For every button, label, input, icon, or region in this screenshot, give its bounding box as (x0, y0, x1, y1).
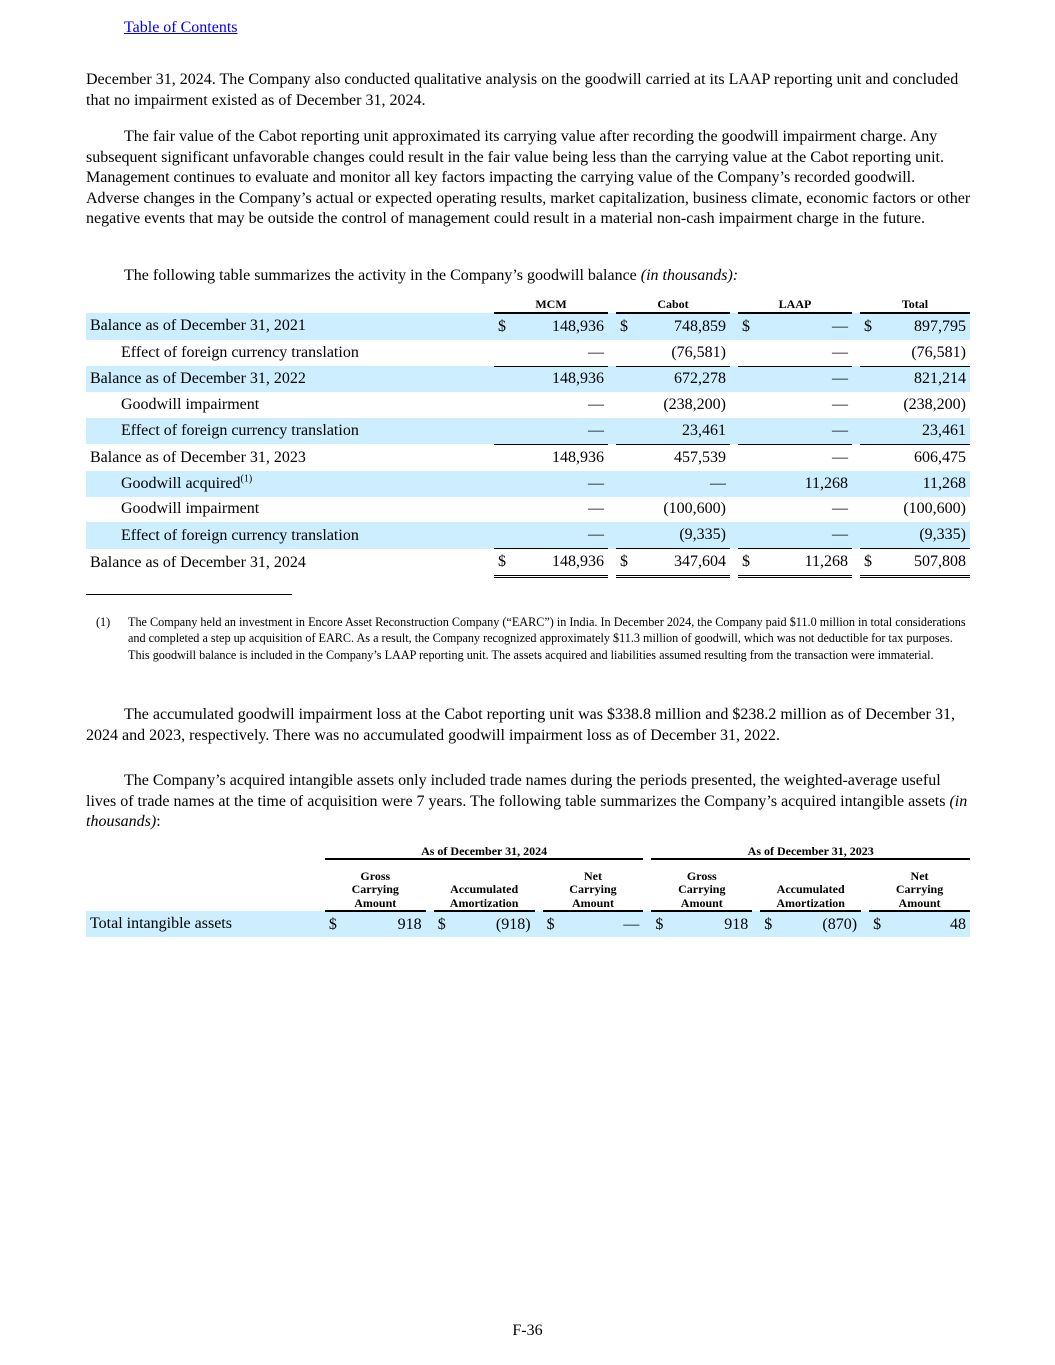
row-label-text: Effect of foreign currency translation (121, 422, 359, 440)
value-cell-total: 897,795 (878, 313, 970, 340)
currency-symbol (738, 392, 756, 418)
value-cell-total: 23,461 (878, 418, 970, 444)
currency-symbol: $ (616, 549, 634, 577)
goodwill-table-header (86, 293, 970, 313)
sub-header-gross-carrying-amount (325, 859, 426, 911)
footnote (96, 614, 971, 663)
sub-header-line: Carrying (569, 882, 617, 896)
column-header-mcm: MCM (494, 293, 608, 313)
value-cell: (870) (778, 911, 861, 937)
value-cell-mcm: 148,936 (552, 448, 604, 466)
table-of-contents-link[interactable]: Table of Contents (124, 19, 238, 36)
row-label (86, 497, 494, 523)
value-cell-laap: — (756, 366, 852, 392)
value-cell-total: (9,335) (878, 522, 970, 548)
row-label: Total intangible assets (86, 911, 325, 937)
value-cell-mcm: — (588, 500, 604, 518)
row-label-text: Effect of foreign currency translation (121, 526, 359, 544)
intro-text: The Company’s acquired intangible assets only included trade names during the periods presented, the weighted-average useful lives of trade names at the time of acquisition were 7 years. The following table summarizes the Company’s acquired intangible assets (86, 772, 950, 810)
value-cell-total: 821,214 (878, 366, 970, 392)
row-label (86, 444, 494, 470)
row-label-text: Balance as of December 31, 2022 (90, 370, 306, 388)
paragraph-accumulated-impairment: The accumulated goodwill impairment loss at the Cabot reporting unit was $338.8 million and $238.2 million as of December 31, 2024 and 2023, respectively. There was no accumulated goodwill impairment loss as of December 31, 2022. (86, 706, 955, 744)
sub-header-line: Amount (680, 895, 723, 910)
group-header-2024: As of December 31, 2024 (325, 841, 643, 859)
sub-header-line: Amortization (776, 895, 845, 910)
value-cell: 918 (343, 911, 426, 937)
sub-header-net-carrying-amount (869, 859, 970, 911)
currency-symbol: $ (434, 911, 452, 937)
value-cell-laap: — (756, 418, 852, 444)
value-cell: 918 (670, 911, 753, 937)
currency-symbol (860, 471, 878, 497)
currency-symbol: $ (860, 549, 878, 577)
row-label (86, 549, 494, 577)
currency-symbol (616, 471, 634, 497)
table-row (86, 366, 970, 392)
sub-header-line: Carrying (678, 882, 726, 896)
table-row (86, 444, 970, 470)
table-row (86, 313, 970, 340)
value-cell-mcm: — (588, 396, 604, 414)
sub-header-accumulated-amortization (434, 859, 535, 911)
sub-header-accumulated-amortization (760, 859, 861, 911)
table-row (86, 522, 970, 548)
value-cell-cabot: 748,859 (634, 313, 730, 340)
value-cell-mcm: 148,936 (512, 366, 608, 392)
column-header-cabot: Cabot (616, 293, 730, 313)
paragraph-lAAP-conclusion: December 31, 2024. The Company also conducted qualitative analysis on the goodwill carried at its LAAP reporting unit and concluded that no impairment existed as of December 31, 2024. (86, 71, 959, 109)
currency-symbol (616, 418, 634, 444)
row-label-text: Goodwill impairment (121, 396, 260, 414)
currency-symbol (738, 444, 756, 470)
value-cell-laap: 11,268 (756, 549, 852, 577)
currency-symbol (494, 340, 512, 366)
row-label (86, 366, 494, 392)
table-row (86, 471, 970, 497)
value-cell-total: 606,475 (914, 448, 966, 466)
value-cell-total: (76,581) (878, 340, 970, 366)
sub-header-line: Carrying (895, 882, 944, 896)
currency-symbol (494, 444, 512, 470)
currency-symbol (738, 522, 756, 548)
sub-header-line: Amount (354, 895, 397, 910)
currency-symbol (616, 392, 634, 418)
sub-header-line: Gross (686, 868, 717, 883)
row-label (86, 392, 494, 418)
value-cell-laap: 11,268 (756, 471, 852, 497)
value-cell-total: (100,600) (903, 500, 966, 518)
value-cell-laap: — (832, 448, 848, 466)
intangibles-sub-header (86, 859, 970, 911)
footnote-reference: (1) (240, 473, 253, 485)
row-label-text: Goodwill impairment (121, 500, 260, 518)
currency-symbol (738, 366, 756, 392)
sub-header-line: Net (583, 868, 602, 883)
paragraph-goodwill-table-intro (86, 266, 971, 287)
value-cell-mcm: 148,936 (512, 313, 608, 340)
paragraph-intangibles-intro (86, 771, 971, 833)
currency-symbol (494, 366, 512, 392)
currency-symbol (616, 444, 634, 470)
intro-end: : (156, 813, 161, 831)
sub-header-line: Amount (571, 895, 614, 910)
value-cell-cabot: 347,604 (634, 549, 730, 577)
column-header-laap: LAAP (738, 293, 852, 313)
value-cell-laap: — (832, 500, 848, 518)
sub-header-net-carrying-amount (543, 859, 644, 911)
sub-header-line: Carrying (351, 882, 399, 896)
currency-symbol (738, 497, 756, 523)
column-header-total: Total (860, 293, 970, 313)
table-row (86, 549, 970, 577)
value-cell-mcm: — (512, 522, 608, 548)
row-label (86, 313, 494, 340)
intangibles-table (86, 841, 970, 937)
group-header-2023: As of December 31, 2023 (651, 841, 970, 859)
row-label (86, 471, 494, 497)
value-cell-cabot: (100,600) (663, 500, 726, 518)
value-cell-cabot: 672,278 (634, 366, 730, 392)
value-cell-laap: — (756, 522, 852, 548)
footnote-divider (86, 594, 292, 595)
currency-symbol: $ (494, 313, 512, 340)
currency-symbol (860, 366, 878, 392)
units-note: (in thousands) (86, 792, 968, 831)
value-cell-cabot: (76,581) (634, 340, 730, 366)
currency-symbol (616, 522, 634, 548)
units-note: (in thousands): (640, 267, 739, 284)
value-cell-cabot: — (634, 471, 730, 497)
currency-symbol (860, 392, 878, 418)
row-label-text: Balance as of December 31, 2024 (90, 553, 306, 571)
currency-symbol (738, 471, 756, 497)
currency-symbol (738, 340, 756, 366)
row-label-text: Balance as of December 31, 2021 (90, 317, 306, 335)
currency-symbol: $ (325, 911, 343, 937)
currency-symbol: $ (760, 911, 778, 937)
row-label (86, 418, 494, 444)
currency-symbol (616, 366, 634, 392)
sub-header-line: Accumulated (450, 882, 519, 896)
sub-header-line: Net (910, 868, 929, 883)
sub-header-gross-carrying-amount (651, 859, 752, 911)
intangibles-group-header (86, 841, 970, 859)
currency-symbol: $ (869, 911, 887, 937)
footnote-marker: (1) (96, 615, 111, 629)
currency-symbol: $ (543, 911, 561, 937)
currency-symbol: $ (860, 313, 878, 340)
sub-header-line: Amount (898, 895, 941, 910)
table-row (86, 497, 970, 523)
value-cell-cabot: 23,461 (634, 418, 730, 444)
row-label-text: Balance as of December 31, 2023 (90, 448, 306, 466)
row-label (86, 522, 494, 548)
currency-symbol (860, 497, 878, 523)
intro-text: The following table summarizes the activity in the Company’s goodwill balance (124, 267, 641, 284)
currency-symbol (860, 522, 878, 548)
currency-symbol (860, 418, 878, 444)
footnote-text: The Company held an investment in Encore Asset Reconstruction Company (“EARC”) in India. In December 2024, the Company paid $11.0 million in total considerations and completed a step up acquisition of EARC. As a result, the Company recognized approximately $11.3 million of goodwill, which was not deductible for tax purposes. This goodwill balance is included in the Company’s LAAP reporting unit. The assets acquired and liabilities assumed resulting from the transaction were immaterial. (128, 615, 966, 662)
value-cell-laap: — (756, 340, 852, 366)
value-cell: — (561, 911, 644, 937)
currency-symbol (494, 497, 512, 523)
table-row (86, 911, 970, 937)
currency-symbol (738, 418, 756, 444)
value-cell-mcm: — (512, 471, 608, 497)
paragraph-cabot-fair-value: The fair value of the Cabot reporting unit approximated its carrying value after recording the goodwill impairment charge. Any subsequent significant unfavorable changes could result in the fair value being less than the carrying value at the Cabot reporting unit. Management continues to evaluate and monitor all key factors impacting the carrying value of the Company’s recorded goodwill. Adverse changes in the Company’s actual or expected operating results, market capitalization, business climate, economic factors or other negative events that may be outside the control of management could result in a material non-cash impairment charge in the future. (86, 128, 971, 228)
currency-symbol: $ (616, 313, 634, 340)
sub-header-line: Amortization (449, 895, 519, 910)
sub-header-line: Accumulated (776, 882, 845, 896)
value-cell-laap: — (756, 313, 852, 340)
currency-symbol (860, 340, 878, 366)
value-cell-cabot: (238,200) (663, 396, 726, 414)
table-row (86, 418, 970, 444)
value-cell: (918) (452, 911, 535, 937)
value-cell-mcm: — (512, 418, 608, 444)
row-label (86, 340, 494, 366)
value-cell-laap: — (832, 396, 848, 414)
currency-symbol (494, 392, 512, 418)
row-label-text: Goodwill acquired (121, 474, 241, 492)
currency-symbol: $ (494, 549, 512, 577)
value-cell-cabot: (9,335) (634, 522, 730, 548)
page-number: F-36 (512, 1322, 543, 1339)
currency-symbol (860, 444, 878, 470)
currency-symbol (494, 471, 512, 497)
currency-symbol (494, 418, 512, 444)
currency-symbol (616, 340, 634, 366)
value-cell-mcm: 148,936 (512, 549, 608, 577)
value-cell-cabot: 457,539 (674, 448, 726, 466)
table-row (86, 392, 970, 418)
currency-symbol: $ (738, 313, 756, 340)
sub-header-line: Gross (360, 868, 391, 883)
goodwill-table (86, 293, 970, 578)
row-label-text: Effect of foreign currency translation (121, 343, 359, 361)
currency-symbol: $ (651, 911, 669, 937)
currency-symbol (494, 522, 512, 548)
table-row (86, 340, 970, 366)
value-cell: 48 (887, 911, 970, 937)
value-cell-total: (238,200) (903, 396, 966, 414)
currency-symbol (616, 497, 634, 523)
currency-symbol: $ (738, 549, 756, 577)
value-cell-total: 507,808 (878, 549, 970, 577)
value-cell-total: 11,268 (878, 471, 970, 497)
value-cell-mcm: — (512, 340, 608, 366)
